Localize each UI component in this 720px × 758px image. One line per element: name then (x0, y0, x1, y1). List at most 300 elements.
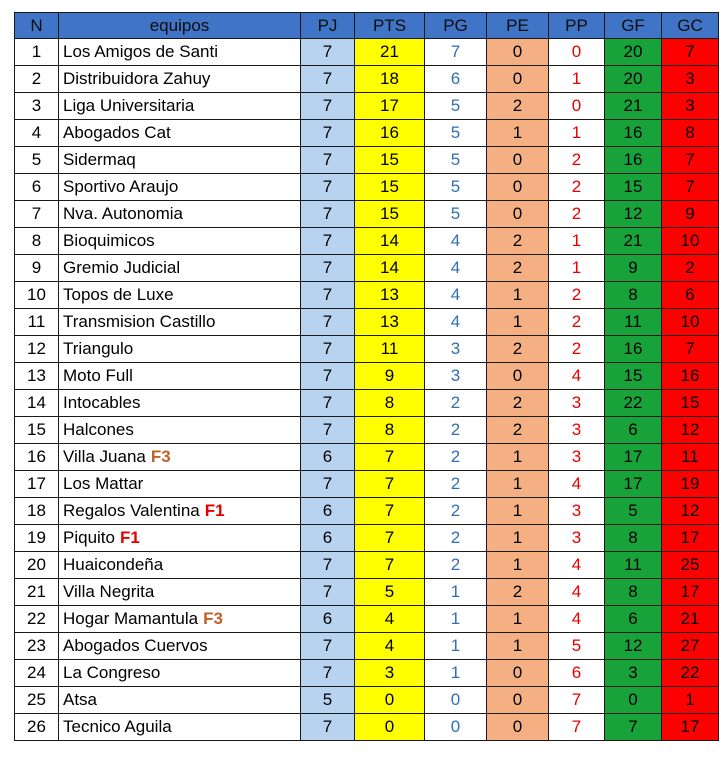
pp-cell: 1 (549, 66, 605, 93)
team-name: Piquito (63, 528, 115, 547)
gf-cell: 11 (605, 552, 662, 579)
table-row (15, 336, 719, 363)
gc-cell: 17 (662, 714, 719, 741)
pe-cell: 1 (487, 120, 549, 147)
pj-cell: 7 (301, 390, 355, 417)
table-row (15, 66, 719, 93)
pe-cell: 0 (487, 363, 549, 390)
pe-cell: 0 (487, 174, 549, 201)
gf-cell: 5 (605, 498, 662, 525)
pg-cell: 4 (425, 309, 487, 336)
gc-cell: 10 (662, 309, 719, 336)
pg-cell: 2 (425, 471, 487, 498)
gf-cell: 12 (605, 633, 662, 660)
team-name: Hogar Mamantula (63, 609, 199, 628)
pe-cell: 1 (487, 525, 549, 552)
n-cell: 22 (15, 606, 59, 633)
pts-cell: 4 (355, 606, 425, 633)
pe-cell: 2 (487, 417, 549, 444)
gc-cell: 10 (662, 228, 719, 255)
pe-cell: 1 (487, 498, 549, 525)
team-name: Transmision Castillo (63, 312, 216, 331)
table-row (15, 525, 719, 552)
gc-cell: 3 (662, 66, 719, 93)
team-name: Liga Universitaria (63, 96, 195, 115)
pp-cell: 3 (549, 444, 605, 471)
team-name: Abogados Cuervos (63, 636, 208, 655)
pj-cell: 7 (301, 39, 355, 66)
table-row (15, 498, 719, 525)
header-row (15, 13, 719, 39)
n-cell: 23 (15, 633, 59, 660)
header-pp: PP (549, 13, 605, 39)
gf-cell: 0 (605, 687, 662, 714)
pe-cell: 1 (487, 606, 549, 633)
gc-cell: 22 (662, 660, 719, 687)
team-name: Bioquimicos (63, 231, 155, 250)
pg-cell: 5 (425, 201, 487, 228)
pp-cell: 3 (549, 498, 605, 525)
pg-cell: 2 (425, 390, 487, 417)
pg-cell: 4 (425, 228, 487, 255)
pts-cell: 13 (355, 282, 425, 309)
header-team: equipos (59, 13, 301, 39)
pg-cell: 4 (425, 282, 487, 309)
pg-cell: 6 (425, 66, 487, 93)
pj-cell: 7 (301, 228, 355, 255)
team-name: Atsa (63, 690, 98, 709)
gf-cell: 17 (605, 471, 662, 498)
pe-cell: 1 (487, 552, 549, 579)
pp-cell: 7 (549, 714, 605, 741)
pj-cell: 6 (301, 498, 355, 525)
n-cell: 1 (15, 39, 59, 66)
pg-cell: 5 (425, 120, 487, 147)
pe-cell: 1 (487, 282, 549, 309)
pe-cell: 2 (487, 255, 549, 282)
pts-cell: 5 (355, 579, 425, 606)
pts-cell: 13 (355, 309, 425, 336)
pg-cell: 0 (425, 687, 487, 714)
team-name: Los Amigos de Santi (63, 42, 218, 61)
standings-table (14, 12, 719, 741)
n-cell: 14 (15, 390, 59, 417)
gc-cell: 12 (662, 498, 719, 525)
pts-cell: 7 (355, 471, 425, 498)
pp-cell: 0 (549, 39, 605, 66)
pe-cell: 0 (487, 201, 549, 228)
pg-cell: 3 (425, 363, 487, 390)
team-name: Tecnico Aguila (63, 717, 172, 736)
pg-cell: 5 (425, 147, 487, 174)
team-cell (59, 282, 301, 309)
n-cell: 21 (15, 579, 59, 606)
gf-cell: 6 (605, 606, 662, 633)
gf-cell: 16 (605, 120, 662, 147)
pts-cell: 0 (355, 687, 425, 714)
team-name: Intocables (63, 393, 141, 412)
table-row (15, 201, 719, 228)
gf-cell: 21 (605, 228, 662, 255)
team-flag: F3 (203, 609, 223, 628)
pp-cell: 1 (549, 120, 605, 147)
pg-cell: 2 (425, 444, 487, 471)
pj-cell: 7 (301, 363, 355, 390)
header-pe: PE (487, 13, 549, 39)
table-row (15, 282, 719, 309)
team-name: Halcones (63, 420, 134, 439)
pp-cell: 7 (549, 687, 605, 714)
pj-cell: 6 (301, 525, 355, 552)
gf-cell: 17 (605, 444, 662, 471)
pts-cell: 14 (355, 228, 425, 255)
pg-cell: 3 (425, 336, 487, 363)
gf-cell: 20 (605, 39, 662, 66)
pts-cell: 21 (355, 39, 425, 66)
pts-cell: 9 (355, 363, 425, 390)
gf-cell: 11 (605, 309, 662, 336)
team-cell (59, 363, 301, 390)
pj-cell: 7 (301, 174, 355, 201)
n-cell: 20 (15, 552, 59, 579)
team-name: Regalos Valentina (63, 501, 200, 520)
team-cell (59, 471, 301, 498)
pj-cell: 6 (301, 606, 355, 633)
pts-cell: 16 (355, 120, 425, 147)
table-row (15, 471, 719, 498)
table-row (15, 174, 719, 201)
pj-cell: 7 (301, 93, 355, 120)
n-cell: 26 (15, 714, 59, 741)
pg-cell: 2 (425, 498, 487, 525)
pe-cell: 2 (487, 228, 549, 255)
pp-cell: 3 (549, 417, 605, 444)
n-cell: 16 (15, 444, 59, 471)
pj-cell: 7 (301, 282, 355, 309)
pg-cell: 4 (425, 255, 487, 282)
pts-cell: 0 (355, 714, 425, 741)
team-name: Nva. Autonomia (63, 204, 184, 223)
pp-cell: 1 (549, 255, 605, 282)
team-cell (59, 93, 301, 120)
n-cell: 5 (15, 147, 59, 174)
pg-cell: 2 (425, 552, 487, 579)
pj-cell: 7 (301, 471, 355, 498)
team-name: Villa Juana (63, 447, 146, 466)
team-cell (59, 147, 301, 174)
team-cell (59, 525, 301, 552)
gc-cell: 3 (662, 93, 719, 120)
pg-cell: 2 (425, 525, 487, 552)
gc-cell: 6 (662, 282, 719, 309)
team-name: Villa Negrita (63, 582, 155, 601)
pj-cell: 7 (301, 147, 355, 174)
gf-cell: 6 (605, 417, 662, 444)
pe-cell: 2 (487, 93, 549, 120)
gf-cell: 22 (605, 390, 662, 417)
team-name: Abogados Cat (63, 123, 171, 142)
table-row (15, 390, 719, 417)
pj-cell: 7 (301, 633, 355, 660)
table-row (15, 39, 719, 66)
pe-cell: 0 (487, 687, 549, 714)
team-cell (59, 309, 301, 336)
header-gc: GC (662, 13, 719, 39)
team-name: Sidermaq (63, 150, 136, 169)
pe-cell: 0 (487, 147, 549, 174)
team-cell (59, 606, 301, 633)
pts-cell: 17 (355, 93, 425, 120)
pts-cell: 8 (355, 417, 425, 444)
pe-cell: 2 (487, 579, 549, 606)
header-gf: GF (605, 13, 662, 39)
gc-cell: 17 (662, 525, 719, 552)
pts-cell: 7 (355, 444, 425, 471)
pts-cell: 7 (355, 498, 425, 525)
header-pj: PJ (301, 13, 355, 39)
table-row (15, 417, 719, 444)
table-row (15, 228, 719, 255)
team-cell (59, 660, 301, 687)
team-cell (59, 336, 301, 363)
team-name: Triangulo (63, 339, 134, 358)
pp-cell: 3 (549, 525, 605, 552)
pj-cell: 7 (301, 660, 355, 687)
team-name: Distribuidora Zahuy (63, 69, 211, 88)
pp-cell: 4 (549, 471, 605, 498)
pp-cell: 2 (549, 201, 605, 228)
pg-cell: 2 (425, 417, 487, 444)
n-cell: 17 (15, 471, 59, 498)
team-name: Los Mattar (63, 474, 144, 493)
pts-cell: 18 (355, 66, 425, 93)
table-row (15, 147, 719, 174)
table-row (15, 606, 719, 633)
n-cell: 7 (15, 201, 59, 228)
pj-cell: 7 (301, 309, 355, 336)
gf-cell: 9 (605, 255, 662, 282)
pj-cell: 7 (301, 201, 355, 228)
team-cell (59, 39, 301, 66)
table-row (15, 120, 719, 147)
pp-cell: 4 (549, 606, 605, 633)
team-name: Topos de Luxe (63, 285, 174, 304)
n-cell: 8 (15, 228, 59, 255)
gf-cell: 15 (605, 174, 662, 201)
pp-cell: 2 (549, 282, 605, 309)
pe-cell: 1 (487, 444, 549, 471)
gc-cell: 9 (662, 201, 719, 228)
n-cell: 12 (15, 336, 59, 363)
pe-cell: 1 (487, 309, 549, 336)
pts-cell: 11 (355, 336, 425, 363)
pp-cell: 1 (549, 228, 605, 255)
pp-cell: 2 (549, 336, 605, 363)
gf-cell: 8 (605, 282, 662, 309)
pts-cell: 7 (355, 525, 425, 552)
pg-cell: 1 (425, 579, 487, 606)
gc-cell: 1 (662, 687, 719, 714)
n-cell: 19 (15, 525, 59, 552)
n-cell: 15 (15, 417, 59, 444)
team-name: Sportivo Araujo (63, 177, 179, 196)
team-cell (59, 174, 301, 201)
gf-cell: 7 (605, 714, 662, 741)
team-flag: F1 (119, 528, 140, 547)
gf-cell: 21 (605, 93, 662, 120)
team-flag: F1 (204, 501, 225, 520)
pp-cell: 4 (549, 579, 605, 606)
pts-cell: 3 (355, 660, 425, 687)
gc-cell: 7 (662, 174, 719, 201)
pts-cell: 14 (355, 255, 425, 282)
pj-cell: 7 (301, 552, 355, 579)
header-pg: PG (425, 13, 487, 39)
pe-cell: 0 (487, 660, 549, 687)
pj-cell: 7 (301, 336, 355, 363)
pg-cell: 0 (425, 714, 487, 741)
pp-cell: 6 (549, 660, 605, 687)
team-name: Gremio Judicial (63, 258, 181, 277)
team-cell (59, 687, 301, 714)
table-row (15, 363, 719, 390)
pj-cell: 5 (301, 687, 355, 714)
gc-cell: 2 (662, 255, 719, 282)
standings-body (15, 39, 719, 741)
gf-cell: 12 (605, 201, 662, 228)
pj-cell: 7 (301, 66, 355, 93)
n-cell: 10 (15, 282, 59, 309)
pp-cell: 2 (549, 174, 605, 201)
team-cell (59, 201, 301, 228)
pj-cell: 7 (301, 714, 355, 741)
team-cell (59, 417, 301, 444)
gc-cell: 19 (662, 471, 719, 498)
pp-cell: 3 (549, 390, 605, 417)
pe-cell: 2 (487, 390, 549, 417)
gc-cell: 12 (662, 417, 719, 444)
gc-cell: 11 (662, 444, 719, 471)
team-name: Huaicondeña (63, 555, 164, 574)
pts-cell: 7 (355, 552, 425, 579)
pg-cell: 1 (425, 660, 487, 687)
gc-cell: 8 (662, 120, 719, 147)
table-row (15, 687, 719, 714)
pg-cell: 1 (425, 606, 487, 633)
n-cell: 24 (15, 660, 59, 687)
n-cell: 9 (15, 255, 59, 282)
team-cell (59, 714, 301, 741)
team-cell (59, 120, 301, 147)
pj-cell: 7 (301, 579, 355, 606)
table-row (15, 444, 719, 471)
pe-cell: 0 (487, 714, 549, 741)
n-cell: 11 (15, 309, 59, 336)
pj-cell: 7 (301, 120, 355, 147)
team-cell (59, 579, 301, 606)
gf-cell: 20 (605, 66, 662, 93)
pts-cell: 15 (355, 174, 425, 201)
pts-cell: 15 (355, 201, 425, 228)
pts-cell: 8 (355, 390, 425, 417)
gc-cell: 7 (662, 147, 719, 174)
gf-cell: 8 (605, 525, 662, 552)
pe-cell: 1 (487, 633, 549, 660)
pts-cell: 15 (355, 147, 425, 174)
team-cell (59, 255, 301, 282)
n-cell: 13 (15, 363, 59, 390)
pp-cell: 2 (549, 147, 605, 174)
team-name: La Congreso (63, 663, 161, 682)
gc-cell: 21 (662, 606, 719, 633)
header-pts: PTS (355, 13, 425, 39)
pe-cell: 1 (487, 471, 549, 498)
gf-cell: 8 (605, 579, 662, 606)
pp-cell: 2 (549, 309, 605, 336)
gc-cell: 7 (662, 336, 719, 363)
team-flag: F3 (150, 447, 171, 466)
team-cell (59, 444, 301, 471)
gf-cell: 16 (605, 336, 662, 363)
gc-cell: 17 (662, 579, 719, 606)
table-row (15, 579, 719, 606)
pg-cell: 5 (425, 93, 487, 120)
pe-cell: 0 (487, 66, 549, 93)
team-cell (59, 390, 301, 417)
gc-cell: 25 (662, 552, 719, 579)
gc-cell: 15 (662, 390, 719, 417)
gc-cell: 27 (662, 633, 719, 660)
pg-cell: 5 (425, 174, 487, 201)
header-n: N (15, 13, 59, 39)
team-cell (59, 633, 301, 660)
n-cell: 6 (15, 174, 59, 201)
pj-cell: 6 (301, 444, 355, 471)
gf-cell: 3 (605, 660, 662, 687)
pp-cell: 5 (549, 633, 605, 660)
pp-cell: 4 (549, 363, 605, 390)
gf-cell: 16 (605, 147, 662, 174)
table-row (15, 552, 719, 579)
gc-cell: 16 (662, 363, 719, 390)
team-cell (59, 552, 301, 579)
pg-cell: 7 (425, 39, 487, 66)
n-cell: 4 (15, 120, 59, 147)
n-cell: 3 (15, 93, 59, 120)
table-row (15, 714, 719, 741)
table-row (15, 660, 719, 687)
n-cell: 2 (15, 66, 59, 93)
team-cell (59, 228, 301, 255)
pts-cell: 4 (355, 633, 425, 660)
table-row (15, 633, 719, 660)
pj-cell: 7 (301, 255, 355, 282)
team-name: Moto Full (63, 366, 133, 385)
pe-cell: 2 (487, 336, 549, 363)
team-cell (59, 66, 301, 93)
gc-cell: 7 (662, 39, 719, 66)
pp-cell: 4 (549, 552, 605, 579)
team-cell (59, 498, 301, 525)
pp-cell: 0 (549, 93, 605, 120)
table-row (15, 255, 719, 282)
n-cell: 18 (15, 498, 59, 525)
pg-cell: 1 (425, 633, 487, 660)
gf-cell: 15 (605, 363, 662, 390)
n-cell: 25 (15, 687, 59, 714)
table-row (15, 309, 719, 336)
table-row (15, 93, 719, 120)
